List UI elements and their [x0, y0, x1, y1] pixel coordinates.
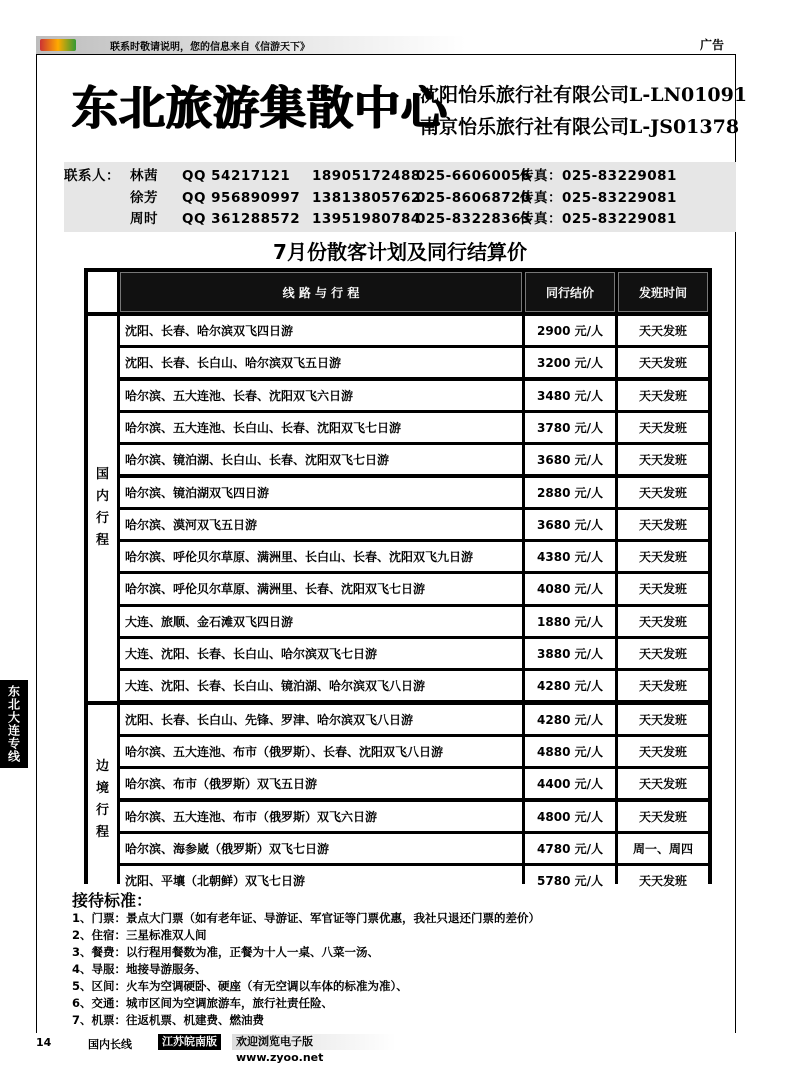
contact-row	[64, 207, 677, 227]
price-table	[84, 268, 712, 889]
contact-phone: 025-86068720	[416, 189, 531, 206]
table-corner	[88, 272, 117, 312]
page-title: 东北旅游集散中心	[72, 81, 448, 135]
price-cell: 3200 元/人	[525, 348, 615, 377]
price-cell: 2900 元/人	[525, 316, 615, 345]
price-cell: 3880 元/人	[525, 639, 615, 668]
section-char: 边	[95, 758, 109, 774]
price-cell: 4280 元/人	[525, 671, 615, 700]
contact-mobile: 18905172488	[312, 168, 421, 184]
contact-qq: QQ 956890997	[182, 189, 301, 206]
section-char: 行	[95, 511, 109, 527]
price-cell: 4280 元/人	[525, 705, 615, 734]
header-schedule: 发班时间	[618, 272, 708, 312]
contact-label: 联系人：	[64, 168, 120, 184]
plan-title: 7月份散客计划及同行结算价	[273, 240, 527, 264]
route-cell: 哈尔滨、镜泊湖双飞四日游	[120, 478, 522, 507]
section-char: 境	[95, 780, 109, 796]
contact-name: 林茜	[130, 168, 158, 184]
contact-phone: 025-66060056	[416, 168, 531, 184]
price-cell: 3680 元/人	[525, 510, 615, 539]
schedule-cell: 天天发班	[618, 348, 708, 377]
price-cell: 4080 元/人	[525, 574, 615, 603]
section-border	[88, 705, 117, 896]
standard-item: 1、门票：景点大门票（如有老年证、导游证、军官证等门票优惠，我社只退还门票的差价）	[72, 911, 540, 925]
route-cell: 哈尔滨、镜泊湖、长白山、长春、沈阳双飞七日游	[120, 445, 522, 474]
schedule-cell: 天天发班	[618, 866, 708, 895]
header-route: 线 路 与 行 程	[120, 272, 522, 312]
schedule-cell: 天天发班	[618, 542, 708, 571]
schedule-cell: 天天发班	[618, 607, 708, 636]
route-cell: 哈尔滨、呼伦贝尔草原、满洲里、长春、沈阳双飞七日游	[120, 574, 522, 603]
section-side-tab: 东北大连专线	[0, 680, 28, 768]
standards-list	[72, 910, 540, 1029]
standard-item: 3、餐费：以行程用餐数为准，正餐为十人一桌、八菜一汤、	[72, 945, 379, 959]
price-cell: 3680 元/人	[525, 445, 615, 474]
price-cell: 4800 元/人	[525, 802, 615, 831]
route-cell: 哈尔滨、漠河双飞五日游	[120, 510, 522, 539]
schedule-cell: 天天发班	[618, 671, 708, 700]
route-cell: 沈阳、长春、长白山、先锋、罗津、哈尔滨双飞八日游	[120, 705, 522, 734]
route-cell: 沈阳、平壤（北朝鲜）双飞七日游	[120, 866, 522, 895]
schedule-cell: 周一、周四	[618, 834, 708, 863]
route-cell: 哈尔滨、五大连池、长白山、长春、沈阳双飞七日游	[120, 413, 522, 442]
header-price: 同行结价	[525, 272, 615, 312]
standard-item: 6、交通：城市区间为空调旅游车，旅行社责任险、	[72, 996, 333, 1010]
standard-item: 7、机票：往返机票、机建费、燃油费	[72, 1013, 264, 1027]
route-cell: 哈尔滨、五大连池、布市（俄罗斯）、长春、沈阳双飞八日游	[120, 737, 522, 766]
price-cell: 5780 元/人	[525, 866, 615, 895]
standard-item: 4、导服：地接导游服务、	[72, 962, 207, 976]
contacts-panel	[64, 162, 736, 232]
schedule-cell: 天天发班	[618, 478, 708, 507]
contact-row	[64, 186, 677, 206]
price-cell: 4400 元/人	[525, 769, 615, 798]
price-cell: 4880 元/人	[525, 737, 615, 766]
contact-qq: QQ 54217121	[182, 168, 291, 184]
price-cell: 4780 元/人	[525, 834, 615, 863]
section-char: 程	[95, 824, 109, 840]
schedule-cell: 天天发班	[618, 802, 708, 831]
top-banner	[36, 36, 736, 54]
contact-fax: 传真：025-83229081	[520, 189, 677, 206]
page-footer	[36, 1034, 736, 1064]
footer-website[interactable]: 欢迎浏览电子版 www.zyoo.net	[232, 1034, 396, 1050]
route-cell: 哈尔滨、海参崴（俄罗斯）双飞七日游	[120, 834, 522, 863]
contact-name: 徐芳	[130, 189, 158, 206]
schedule-cell: 天天发班	[618, 381, 708, 410]
contact-name: 周时	[130, 211, 158, 227]
price-cell: 1880 元/人	[525, 607, 615, 636]
route-cell: 哈尔滨、五大连池、布市（俄罗斯）双飞六日游	[120, 802, 522, 831]
route-cell: 哈尔滨、呼伦贝尔草原、满洲里、长白山、长春、沈阳双飞九日游	[120, 542, 522, 571]
company-name-shenyang: 沈阳怡乐旅行社有限公司L-LN01091	[420, 84, 748, 106]
contact-mobile: 13951980784	[312, 211, 421, 227]
route-cell: 大连、沈阳、长春、长白山、镜泊湖、哈尔滨双飞八日游	[120, 671, 522, 700]
schedule-cell: 天天发班	[618, 769, 708, 798]
route-cell: 大连、沈阳、长春、长白山、哈尔滨双飞七日游	[120, 639, 522, 668]
route-cell: 大连、旅顺、金石滩双飞四日游	[120, 607, 522, 636]
route-cell: 哈尔滨、布市（俄罗斯）双飞五日游	[120, 769, 522, 798]
footer-section: 国内长线	[88, 1038, 132, 1051]
route-cell: 沈阳、长春、哈尔滨双飞四日游	[120, 316, 522, 345]
schedule-cell: 天天发班	[618, 737, 708, 766]
company-name-nanjing: 南京怡乐旅行社有限公司L-JS01378	[420, 116, 740, 138]
route-cell: 哈尔滨、五大连池、长春、沈阳双飞六日游	[120, 381, 522, 410]
section-char: 国	[95, 467, 109, 483]
standards-title: 接待标准：	[72, 891, 153, 910]
contact-row	[64, 164, 677, 184]
contact-mobile: 13813805762	[312, 189, 421, 206]
ad-label: 广告	[700, 38, 725, 52]
contact-fax: 传真：025-83229081	[520, 211, 677, 227]
price-cell: 3480 元/人	[525, 381, 615, 410]
page-number: 14	[36, 1036, 52, 1049]
schedule-cell: 天天发班	[618, 574, 708, 603]
section-char: 行	[95, 802, 109, 818]
section-domestic	[88, 316, 117, 701]
contact-phone: 025-83228363	[416, 211, 531, 227]
publication-logo	[40, 39, 76, 51]
footer-edition: 江苏皖南版	[158, 1034, 221, 1050]
price-cell: 4380 元/人	[525, 542, 615, 571]
price-cell: 2880 元/人	[525, 478, 615, 507]
schedule-cell: 天天发班	[618, 316, 708, 345]
section-char: 程	[95, 533, 109, 549]
standard-item: 5、区间：火车为空调硬卧、硬座（有无空调以车体的标准为准）、	[72, 979, 408, 993]
schedule-cell: 天天发班	[618, 413, 708, 442]
standard-item: 2、住宿：三星标准双人间	[72, 928, 207, 942]
schedule-cell: 天天发班	[618, 705, 708, 734]
banner-notice: 联系时敬请说明，您的信息来自《信游天下》	[110, 42, 310, 53]
schedule-cell: 天天发班	[618, 445, 708, 474]
schedule-cell: 天天发班	[618, 510, 708, 539]
schedule-cell: 天天发班	[618, 639, 708, 668]
contact-fax: 传真：025-83229081	[520, 168, 677, 184]
route-cell: 沈阳、长春、长白山、哈尔滨双飞五日游	[120, 348, 522, 377]
price-cell: 3780 元/人	[525, 413, 615, 442]
section-char: 内	[95, 489, 109, 505]
contact-qq: QQ 361288572	[182, 211, 301, 227]
